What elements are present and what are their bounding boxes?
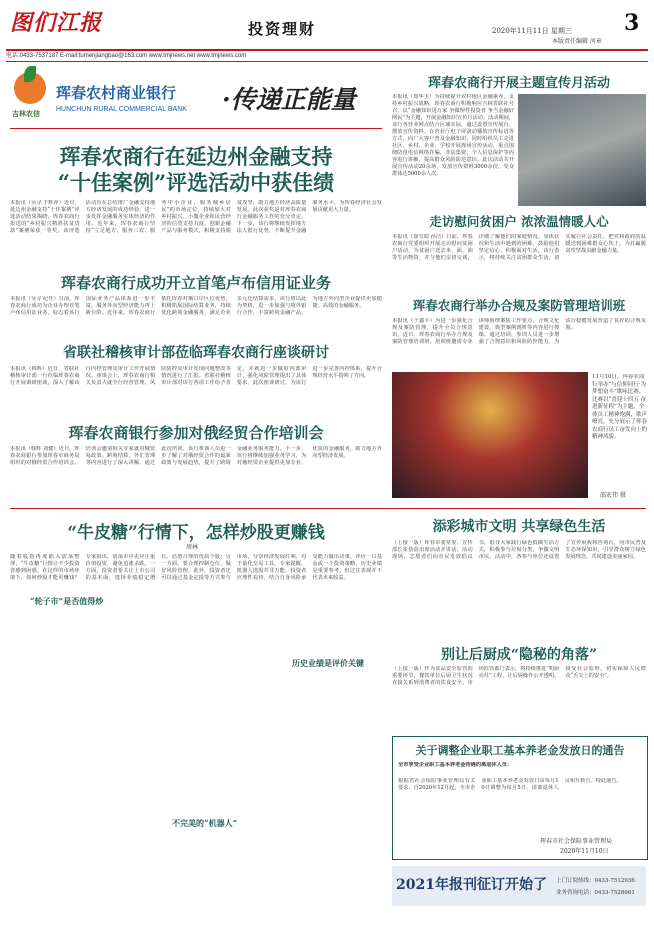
headline-a4: 珲春农商银行参加对俄经贸合作培训会 [68, 424, 324, 442]
photo-caption: 11月10日，珲春农商行举办“与信仰同行·为梦想奋斗”歌咏比赛。比赛以“喜迎十四五 奋进新征程”为主题，全体员工精神饱满，歌声嘹亮，充分展示了珲春农商行员工奋发向上的精神风貌。 [592, 374, 648, 440]
headline-a3: 省联社稽核审计部莅临珲春农商行座谈研讨 [63, 345, 329, 361]
editor-credit: 本版责任编辑 河章 [552, 38, 602, 45]
article-a8-author: 周林 [186, 544, 199, 551]
bank-name-en: HUNCHUN RURAL COMMERCIAL BANK [56, 106, 187, 113]
headline-a11: 关于调整企业职工基本养老金发放日的通告 [415, 744, 625, 757]
subscription-phone-1: 上门订阅热线：0433-7512936 [556, 878, 635, 884]
notice-body: 根据省社会保险事业管理局有关要求，自2020年12月起，全市企业职工基本养老金发放日由每月10日调整为每月5日。请离退休人员相互转告。特此通告。 [398, 778, 622, 791]
headline-a9: 添彩城市文明 共享绿色生活 [432, 519, 606, 535]
notice-lead: 全市享受企业职工基本养老金待遇的离退休人员： [398, 762, 513, 768]
photo-credit: 邵宏伟 摄 [600, 492, 626, 499]
page-number: 3 [624, 10, 640, 36]
bank-slogan: ·传递正能量 [222, 85, 356, 114]
bank-logo-text: 吉林农信 [12, 111, 40, 118]
notice-date: 2020年11月10日 [560, 848, 609, 855]
subhead-3: 历史业绩是评价关键 [292, 658, 364, 668]
article-a3-body: 本报讯（韩辉）近日，省联社稽核审计部一行莅临珲春农商行开展调研座谈，深入了解该行内控管理及审计工作开展情况。座谈会上，珲春农商行相关负责人就全行经营管理、风险防控及审计发现问题整改等情况进行了汇报。省联社稽核审计部对该行各项工作给予肯定，并就进一步做好内部审计、强化风险管理提出了具体要求。此次座谈研讨，为该行进一步完善内控体系、提升合规经营水平指明了方向。 [10, 366, 382, 386]
headline-a2: 珲春农商行成功开立首笔卢布信用证业务 [60, 274, 331, 292]
article-a5-body: 本报讯（郑华玉）为持续提升农村地区金融素养，支持乡村振兴战略，珲春农商行积极响应吉林省联社号召，以“金融知识进万家 争做理性投资者 争当金融好网民”为主题，开展金融知识宣传月活动。活动期间，该行各营业网点结合区域实际，通过设置宣传展台、摆放宣传资料、在营业厅电子屏滚动播放宣传标语等方式，向广大客户普及金融知识；同时组织员工走进社区、乡村、企业、学校开展现场宣传活动，重点围绕防范电信网络诈骗、非法集资、个人信息保护等内容进行讲解，提高群众风险防范意识。此次活动共开展宣传活动20余场，发放宣传资料3000余份，受众群体达5000余人次。 [392, 94, 514, 177]
divider [10, 508, 646, 509]
newspaper-logo: 图们江报 [10, 10, 103, 36]
article-a9-body: （上接一版）珲春市委常委、宣传部长崔蓓蓓出席活动并讲话。活动现场，志愿者们向市民发放倡议书，倡导大家践行绿色低碳生活方式，积极参与垃圾分类，争做文明市民。活动中，各参与单位还设置了宣传展板和咨询台，向市民普及生态环保知识，引导群众树立绿色发展理念，共同建设美丽家园。 [392, 540, 646, 560]
article-a2-body: 本报讯（吴寻 纪佳）日前，珲春农商行成功为企业办理首笔卢布信用证业务，标志着该行国际业务产品体系进一步丰富，服务外向型经济能力再上新台阶。近年来，珲春农商行依托珲春对俄口岸区位优势，积极拓展国际结算业务，持续优化跨境金融服务，满足企业多元化结算需求。该行将以此为契机，进一步加强与境外银行合作，丰富跨境金融产品，为地方外向型企业提供更加便捷、高效的金融服务。 [10, 296, 382, 316]
article-a7-body: 本报讯（于鑫平）为进一步强化合规及案防管理，提升全员合规意识，近日，珲春农商行举办合规及案防管理培训班。培训班邀请专业讲师围绕案防工作要点、合规文化建设、典型案例剖析等内容进行授课。通过培训，参训人员进一步增强了合规意识和风险防控能力，为该行稳健发展营造了良好的合规氛围。 [392, 318, 646, 345]
notice-signature: 珲春市社会保险事业管理局 [540, 838, 613, 845]
subhead-1: “轮子市”是否值得炒 [30, 596, 104, 606]
article-a8-body: 随着股指再度陷入震荡整理，“牛皮糖”行情让不少投资者感到困惑。在这样的市场环境下，如何炒股才能更赚钱？专家指出，震荡市中更应注重价值投资，避免追涨杀跌。一方面，投资者要关注上市公司的基本面，选择业绩稳定增长、估值合理的优质个股；另一方面，要合理控制仓位，做好风险管理。此外，投资者还可以通过基金定投等方式参与市场，分享经济发展红利。对于量化交易工具，专家提醒，机器人选股并非万能，投资者应理性看待，结合自身风险承受能力做出决策。评价一只基金或一个投资策略，历史业绩是重要参考，但过往表现并不代表未来收益。 [10, 554, 382, 581]
headline-a5: 珲春农商行开展主题宣传月活动 [427, 76, 610, 91]
article-a6-body: 本报讯（徐雪瑞 孙洁）日前，珲春农商行党委组织开展走访慰问贫困户活动，为贫困户送去米、面、油等生活物资，并与他们亲切交谈，详细了解他们的家庭情况、身体状况和生活中遇到的困难，鼓励他们坚定信心、积极面对生活。该行表示，将持续关注贫困群众生活，切实履行社会责任，把党和政府的温暖送到困难群众心坎上，为打赢脱贫攻坚战贡献金融力量。 [392, 234, 646, 261]
headline-a7: 珲春农商行举办合规及案防管理培训班 [412, 298, 626, 313]
bank-name: 珲春农村商业银行 [56, 85, 177, 102]
headline-a10: 别让后厨成“隐秘的角落” [440, 647, 598, 663]
article-a10-body: （上接一版）作为食品安全监管的重要环节，餐饮单位后厨卫生状况直接关系到消费者的饮食安全。市场监管部门表示，将持续推进“明厨亮灶”工程，让后厨操作公开透明，接受社会监督，切实保障人民群众“舌尖上的安全”。 [392, 666, 646, 686]
headline-a1-line1: 珲春农商行在延边州金融支持 [59, 144, 333, 169]
section-title: 投资理财 [248, 20, 317, 38]
divider [10, 128, 382, 129]
issue-date: 2020年11月11日 星期三 [492, 27, 572, 35]
singing-contest-photo [392, 372, 588, 498]
subhead-2: 不完美的“机器人” [172, 818, 238, 828]
headline-a6: 走访慰问贫困户 浓浓温情暖人心 [429, 214, 609, 229]
subscription-title: 2021年报刊征订开始了 [396, 877, 547, 893]
promo-photo [518, 94, 646, 206]
article-a1-body: 本报讯（吴寻 于辉萍）近日，延边州金融支持“十佳案例”评选活动结果揭晓，珲春农商行报送的“乡村振兴精准扶贫贷款”案例荣获一等奖。该评选活动旨在总结推广金融支持地方经济发展的成功经验，进一步发挥金融服务实体经济的作用。近年来，珲春农商行坚持“立足地方、服务三农、服务中小企业、服务城乡居民”的市场定位，持续加大对乡村振兴、小微企业和民营经济的信贷支持力度，创新金融产品与服务模式，积极支持脱贫攻坚，助力地方经济高质量发展。此次获奖是对珲春农商行金融服务工作的充分肯定，下一步，该行将继续发挥地方法人银行优势，不断提升金融服务水平，为珲春经济社会发展贡献更大力量。 [10, 200, 382, 234]
subscription-phone-2: 业务咨询电话：0433-7528661 [556, 890, 635, 896]
article-a4-body: 本报讯（韩辉 刘健）近日，珲春农商银行参加珲春市商务局组织的对俄经贸合作培训会。培训会邀请相关专家就对俄贸易政策、跨境结算、外汇管理等内容进行了深入讲解。通过此次培训，该行参训人员进一步了解了对俄经贸合作的最新政策与发展趋势，提升了跨境金融业务服务能力。下一步，该行将继续加强业务学习，为对俄经贸企业提供更加专业、优质的金融服务，助力地方外向型经济发展。 [10, 446, 382, 466]
headline-a8: “牛皮糖”行情下，怎样炒股更赚钱 [67, 523, 325, 543]
contact-bar: 电话:0433-7537187 E-mail:tumenjiangbao@163.com www.tmjnews.net www.tmjnews.com [6, 49, 648, 62]
headline-a1-line2: “十佳案例”评选活动中获佳绩 [57, 170, 335, 195]
